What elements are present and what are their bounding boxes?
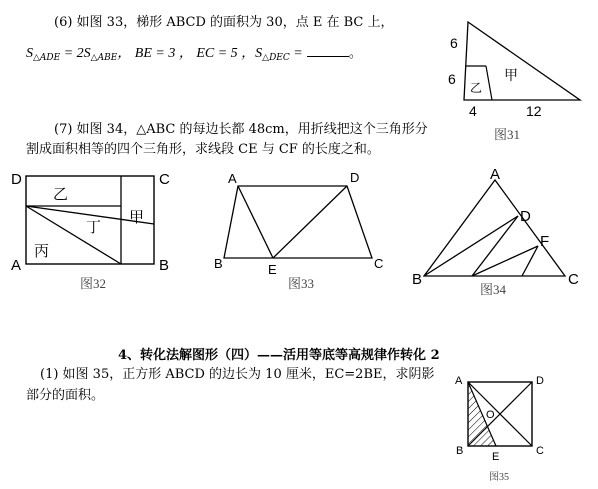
equals-two: = 2 xyxy=(60,46,84,61)
fig35-label-C: C xyxy=(536,445,544,457)
problem-7-line1: (7) 如图 34，△ABC 的每边长都 48cm，用折线把这个三角形分 xyxy=(54,122,428,137)
problem-6-formula xyxy=(26,44,362,67)
fig32-label-ding: 丁 xyxy=(86,218,102,236)
fig34-caption: 图34 xyxy=(480,282,507,297)
fig35-label-B: B xyxy=(456,445,464,457)
fig31-label-jia: 甲 xyxy=(504,68,518,84)
fig34-line-FG xyxy=(522,246,538,276)
figure-33 xyxy=(212,166,392,296)
fig31-label-yi: 乙 xyxy=(470,81,483,95)
area-symbol-2: S xyxy=(83,46,91,61)
fig32-label-D: D xyxy=(11,171,22,188)
problem-7-line2: 割成面积相等的四个三角形，求线段 CE 与 CF 的长度之和。 xyxy=(26,142,380,157)
problem-1-line1: (1) 如图 35，正方形 ABCD 的边长为 10 厘米，EC=2BE，求阴影 xyxy=(40,367,435,382)
problem-6-line1: (6) 如图 33，梯形 ABCD 的面积为 30，点 E 在 BC 上， xyxy=(54,15,394,30)
equals: = xyxy=(289,46,303,61)
fig31-label-12: 12 xyxy=(526,103,542,119)
fig32-label-yi: 乙 xyxy=(53,185,69,203)
fig35-label-A: A xyxy=(455,375,463,387)
be-ec-values: ， BE = 3 ， EC = 5 ， xyxy=(117,46,256,61)
fig33-label-C: C xyxy=(374,256,384,271)
sub-ade: △ADE xyxy=(33,53,61,63)
fig33-line-AE xyxy=(238,186,273,258)
fig32-label-bing: 丙 xyxy=(34,242,50,260)
fig32-label-C: C xyxy=(159,171,170,188)
area-symbol-3: S xyxy=(255,46,263,61)
fig33-label-A: A xyxy=(228,171,237,186)
fig34-label-F: F xyxy=(540,233,550,250)
section-title: 4、转化法解图形（四）——活用等底等高规律作转化 2 xyxy=(118,348,440,363)
fig35-label-D: D xyxy=(536,375,544,387)
fig34-triangle xyxy=(424,180,565,276)
fig33-trapezoid xyxy=(224,186,372,258)
sub-dec: △DEC xyxy=(262,53,290,63)
fig32-label-B: B xyxy=(159,257,170,274)
area-symbol: S xyxy=(26,46,33,61)
fig32-caption: 图32 xyxy=(80,276,107,291)
fig33-label-E: E xyxy=(268,262,277,277)
fig34-label-C: C xyxy=(568,271,579,288)
fig35-label-O: O xyxy=(486,409,495,421)
problem-1-line2: 部分的面积。 xyxy=(26,388,105,403)
figure-31 xyxy=(440,14,590,144)
fig31-label-6-left: 6 xyxy=(450,35,458,51)
answer-blank[interactable] xyxy=(307,44,349,57)
fig33-caption: 图33 xyxy=(288,276,315,291)
fig35-caption: 图35 xyxy=(489,472,509,483)
fig33-label-B: B xyxy=(214,256,223,271)
fig33-line-DE xyxy=(273,186,347,258)
fig34-line-EF xyxy=(472,246,538,276)
sub-abe: △ABE xyxy=(90,53,118,63)
fig31-label-6-top: 6 xyxy=(448,71,456,87)
fig34-label-A: A xyxy=(490,166,501,183)
fig34-label-B: B xyxy=(412,271,423,288)
fig32-label-A: A xyxy=(11,257,22,274)
fig31-cut-side xyxy=(486,66,492,100)
fig35-label-E: E xyxy=(492,451,500,463)
figure-34 xyxy=(410,166,590,298)
fig31-label-4: 4 xyxy=(469,103,477,119)
figure-35 xyxy=(450,370,560,489)
fig34-line-DE xyxy=(472,216,518,276)
fig32-label-jia: 甲 xyxy=(129,208,145,226)
fig31-caption: 图31 xyxy=(494,127,521,142)
fig34-line-BD xyxy=(424,216,518,276)
fig34-label-D: D xyxy=(520,208,531,225)
fig33-label-D: D xyxy=(350,170,360,185)
figure-32 xyxy=(8,166,188,296)
period: 。 xyxy=(348,46,362,61)
